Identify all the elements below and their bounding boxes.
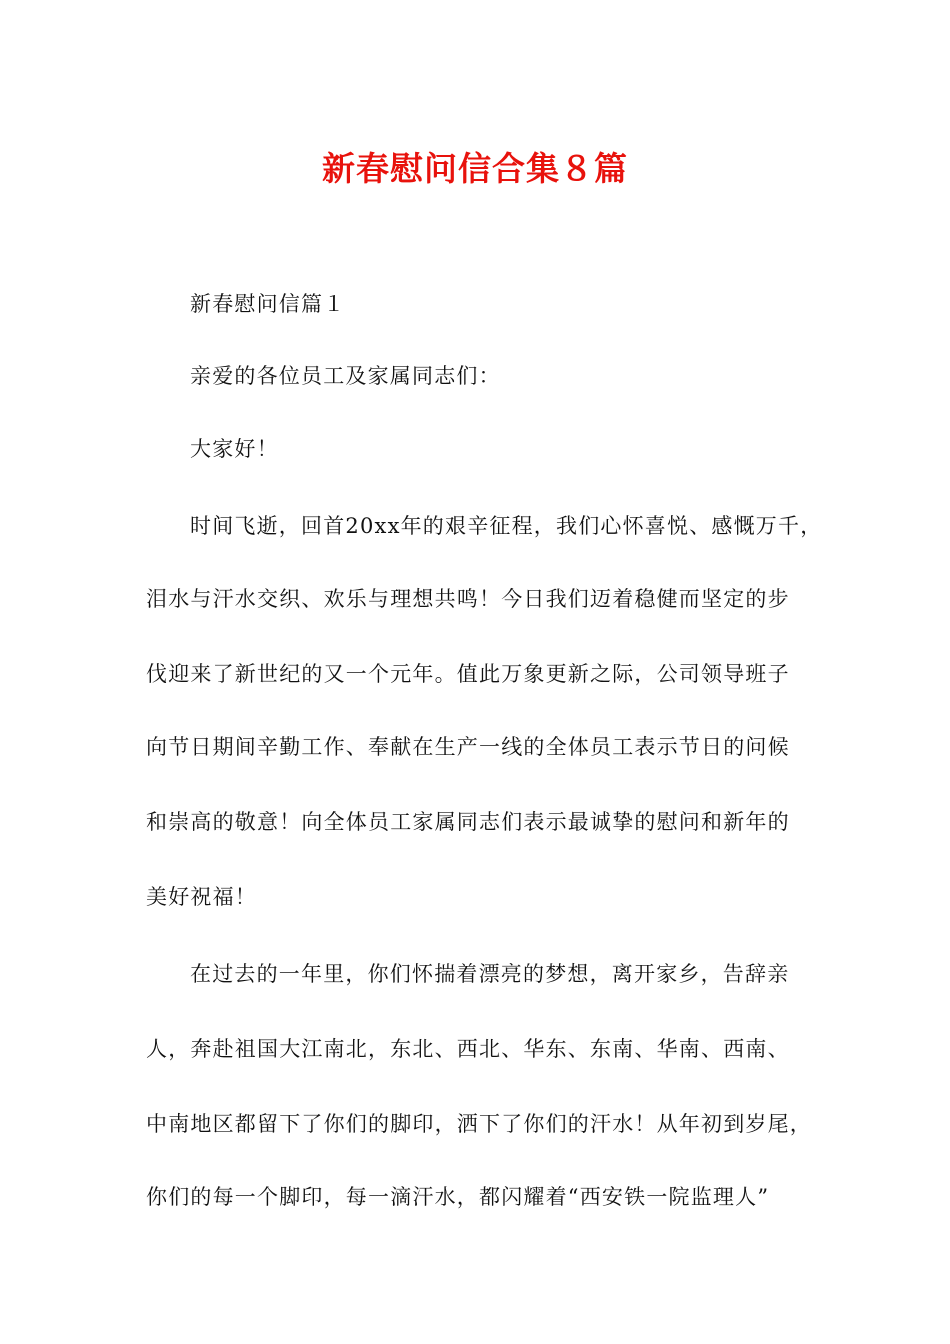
greeting: 大家好！ — [190, 437, 279, 461]
document-title: 新春慰问信合集８篇 — [322, 149, 628, 188]
paragraph-line: 美好祝福！ — [146, 885, 257, 909]
paragraph-line: 人，奔赴祖国大江南北，东北、西北、华东、东南、华南、西南、 — [146, 1037, 790, 1061]
paragraph-line: 伐迎来了新世纪的又一个元年。值此万象更新之际，公司领导班子 — [146, 662, 790, 686]
paragraph-line: 中南地区都留下了你们的脚印，洒下了你们的汗水！从年初到岁尾， — [146, 1112, 812, 1136]
section-heading: 新春慰问信篇１ — [190, 292, 346, 316]
paragraph-line: 在过去的一年里，你们怀揣着漂亮的梦想，离开家乡，告辞亲 — [190, 962, 790, 986]
paragraph-line: 和崇高的敬意！向全体员工家属同志们表示最诚挚的慰问和新年的 — [146, 810, 790, 834]
paragraph-line: 向节日期间辛勤工作、奉献在生产一线的全体员工表示节日的问候 — [146, 735, 790, 759]
salutation: 亲爱的各位员工及家属同志们： — [190, 364, 501, 388]
paragraph-line: 你们的每一个脚印，每一滴汗水，都闪耀着“西安铁一院监理人” — [146, 1185, 770, 1209]
paragraph-line: 泪水与汗水交织、欢乐与理想共鸣！今日我们迈着稳健而坚定的步 — [146, 587, 790, 611]
paragraph-line: 时间飞逝，回首20xx年的艰辛征程，我们心怀喜悦、感慨万千， — [190, 514, 823, 538]
